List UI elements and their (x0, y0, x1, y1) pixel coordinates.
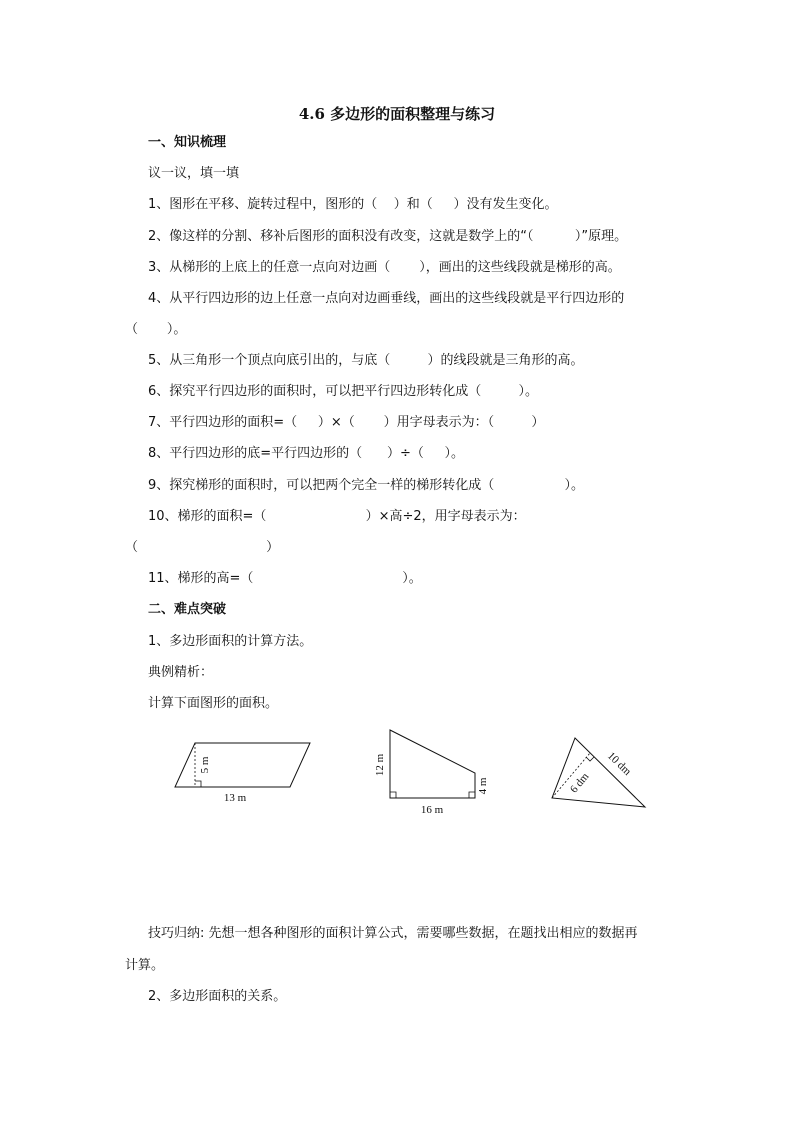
tip-line-1: 技巧归纳: 先想一想各种图形的面积计算公式，需要哪些数据，在题找出相应的数据再 (148, 926, 638, 941)
triangle-shape (552, 738, 645, 807)
question-8: 8、平行四边形的底=平行四边形的（ ）÷（ ）。 (148, 446, 465, 461)
parallelogram-height-label: 5 m (199, 756, 211, 774)
trapezoid-figure (365, 725, 495, 820)
trapezoid-bottom-label: 16 m (420, 804, 444, 816)
section-intro: 议一议，填一填 (148, 166, 240, 181)
subsection-2: 2、多边形面积的关系。 (148, 989, 287, 1004)
parallelogram-figure (165, 735, 325, 810)
section-heading-knowledge: 一、知识梳理 (148, 135, 227, 150)
question-11: 11、梯形的高=（ ）。 (148, 571, 422, 586)
section-heading-difficulty: 二、难点突破 (148, 602, 227, 617)
question-6: 6、探究平行四边形的面积时，可以把平行四边形转化成（ ）。 (148, 384, 538, 399)
question-10: 10、梯形的面积=（ ）×高÷2，用字母表示为： (148, 509, 526, 524)
question-2: 2、像这样的分割、移补后图形的面积没有改变，这就是数学上的“（ ）”原理。 (148, 229, 628, 244)
task-text: 计算下面图形的面积。 (148, 696, 279, 711)
triangle-height-label: 6 dm (567, 770, 592, 796)
page-title: 4.6 多边形的面积整理与练习 (298, 105, 496, 123)
example-label: 典例精析： (148, 665, 214, 680)
question-5: 5、从三角形一个顶点向底引出的，与底（ ）的线段就是三角形的高。 (148, 353, 584, 368)
tip-line-2: 计算。 (125, 958, 165, 973)
parallelogram-base-label: 13 m (223, 792, 247, 804)
subsection-1: 1、多边形面积的计算方法。 (148, 634, 313, 649)
question-7: 7、平行四边形的面积=（ ）×（ ）用字母表示为：（ ） (148, 415, 545, 430)
triangle-side-label: 10 dm (604, 749, 634, 778)
question-10-continued: （ ） (125, 540, 280, 555)
question-4: 4、从平行四边形的边上任意一点向对边画垂线，画出的这些线段就是平行四边形的 (148, 291, 625, 306)
question-1: 1、图形在平移、旋转过程中，图形的（ ）和（ ）没有发生变化。 (148, 197, 558, 212)
right-angle-mark-triangle (586, 757, 594, 761)
trapezoid-left-label: 12 m (374, 753, 386, 777)
triangle-figure (545, 730, 660, 815)
right-angle-mark-right (469, 792, 475, 798)
trapezoid-shape (390, 730, 475, 798)
right-angle-mark (195, 781, 201, 787)
right-angle-mark-left (390, 792, 396, 798)
question-9: 9、探究梯形的面积时，可以把两个完全一样的梯形转化成（ ）。 (148, 478, 585, 493)
question-4-continued: （ ）。 (125, 322, 187, 337)
trapezoid-right-label: 4 m (477, 777, 489, 795)
question-3: 3、从梯形的上底上的任意一点向对边画（ ），画出的这些线段就是梯形的高。 (148, 260, 621, 275)
